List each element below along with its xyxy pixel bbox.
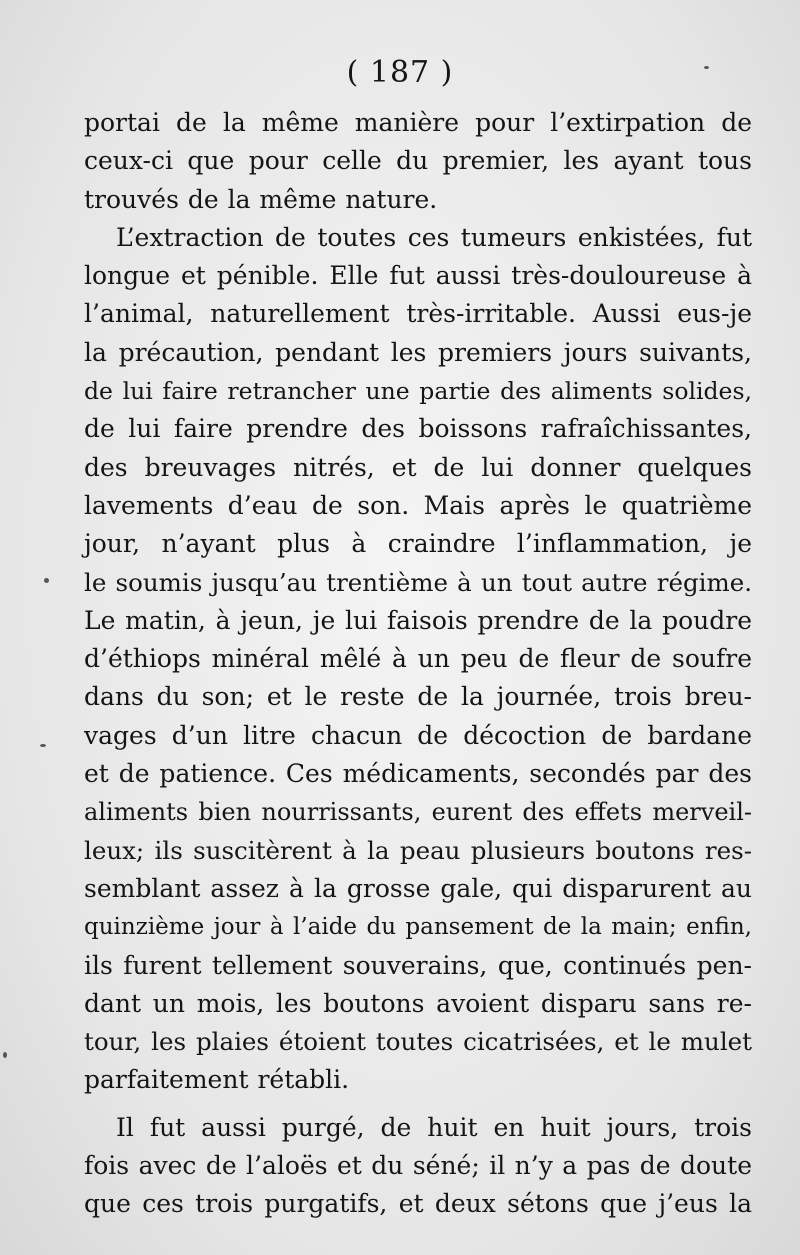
text-line: vages d’un litre chacun de décoction de bardane xyxy=(84,720,752,750)
text-line: fois avec de l’aloës et du séné; il n’y a pas de doute xyxy=(84,1151,752,1181)
text-line: L’extraction de toutes ces tumeurs enkistées, fut xyxy=(116,222,752,252)
paragraph-2 xyxy=(84,219,752,1100)
text-line: portai de la même manière pour l’extirpation de xyxy=(84,108,752,137)
text-line: de lui faire prendre des boissons rafraîchissantes, xyxy=(84,414,752,444)
text-line: lavements d’eau de son. Mais après le quatrième xyxy=(84,490,752,520)
text-line: leux; ils suscitèrent à la peau plusieurs boutons res- xyxy=(84,835,752,865)
text-line: ils furent tellement souverains, que, continués pen- xyxy=(84,950,752,980)
paragraph-1 xyxy=(84,104,752,219)
body-text xyxy=(84,104,752,1224)
ink-speck xyxy=(40,744,46,747)
text-line: trouvés de la même nature. xyxy=(84,184,438,214)
text-line: dans du son; et le reste de la journée, trois breu- xyxy=(84,682,752,712)
text-line: jour, n’ayant plus à craindre l’inflammation, je xyxy=(84,529,752,559)
text-line: et de patience. Ces médicaments, secondés par des xyxy=(84,759,752,789)
text-line: le soumis jusqu’au trentième à un tout autre régime. xyxy=(84,567,752,597)
text-line: aliments bien nourrissants, eurent des effets merveil- xyxy=(84,798,752,827)
text-line: quinzième jour à l’aide du pansement de la main; enfin, xyxy=(84,914,752,941)
text-line: que ces trois purgatifs, et deux sétons que j’eus la xyxy=(84,1189,752,1219)
text-line: dant un mois, les boutons avoient disparu sans re- xyxy=(84,988,752,1018)
text-line: des breuvages nitrés, et de lui donner quelques xyxy=(84,452,752,482)
text-line: tour, les plaies étoient toutes cicatrisées, et le mulet xyxy=(84,1027,752,1057)
text-line: Il fut aussi purgé, de huit en huit jours, trois xyxy=(116,1112,752,1142)
text-line: de lui faire retrancher une partie des aliments solides, xyxy=(84,377,752,406)
ink-speck xyxy=(3,1052,7,1058)
text-line: d’éthiops minéral mêlé à un peu de fleur de soufre xyxy=(84,644,752,674)
ink-speck xyxy=(704,66,709,69)
text-line: l’animal, naturellement très-irritable. Aussi eus-je xyxy=(84,299,752,329)
text-line: semblant assez à la grosse gale, qui disparurent au xyxy=(84,873,752,903)
text-line: la précaution, pendant les premiers jours suivants, xyxy=(84,337,752,367)
paragraph-3 xyxy=(84,1109,752,1224)
ink-speck xyxy=(44,578,49,583)
page-number: ( 187 ) xyxy=(346,55,454,90)
text-line: longue et pénible. Elle fut aussi très-douloureuse à xyxy=(84,261,752,291)
text-line: Le matin, à jeun, je lui faisois prendre de la poudre xyxy=(84,605,752,635)
text-line: ceux-ci que pour celle du premier, les ayant tous xyxy=(84,146,752,176)
text-line: parfaitement rétabli. xyxy=(84,1065,350,1095)
